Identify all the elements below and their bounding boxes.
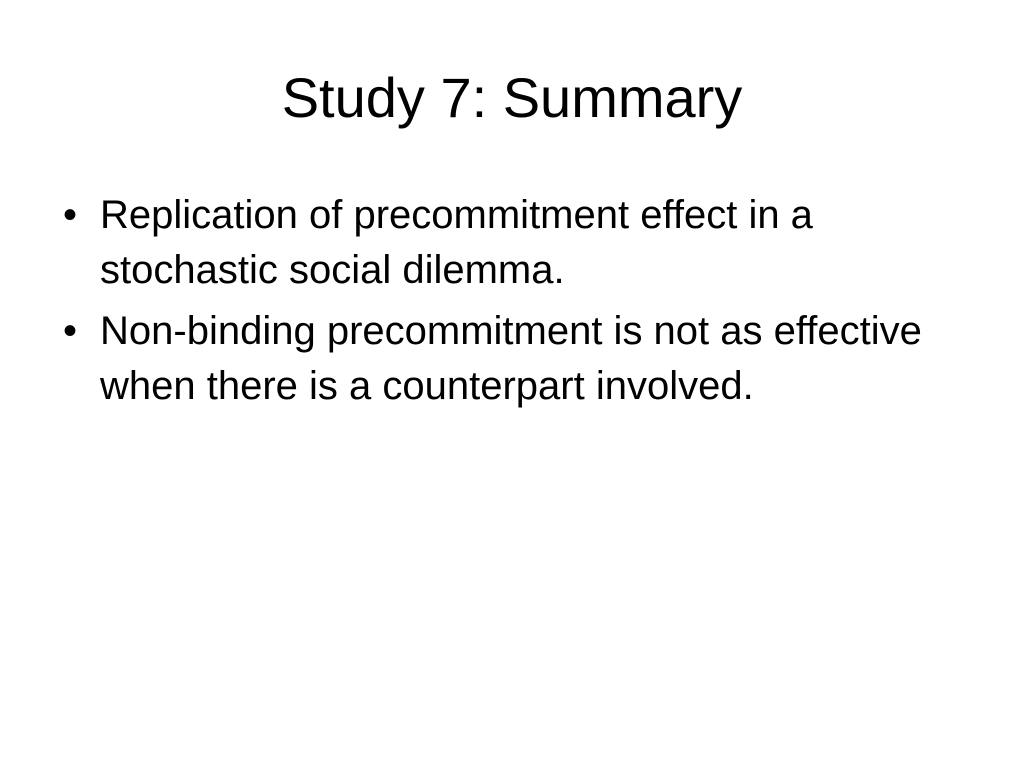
bullet-list — [56, 188, 956, 420]
bullet-icon: • — [62, 193, 77, 237]
bullet-icon: • — [62, 309, 77, 353]
slide-title: Study 7: Summary — [281, 66, 743, 129]
bullet-text: Replication of precommitment effect in a stochastic social dilemma. — [100, 193, 813, 292]
bullet-item-replication — [56, 188, 956, 298]
bullet-text: Non-binding precommitment is not as effective when there is a counterpart involved. — [100, 309, 922, 408]
bullet-item-non-binding — [56, 304, 956, 414]
